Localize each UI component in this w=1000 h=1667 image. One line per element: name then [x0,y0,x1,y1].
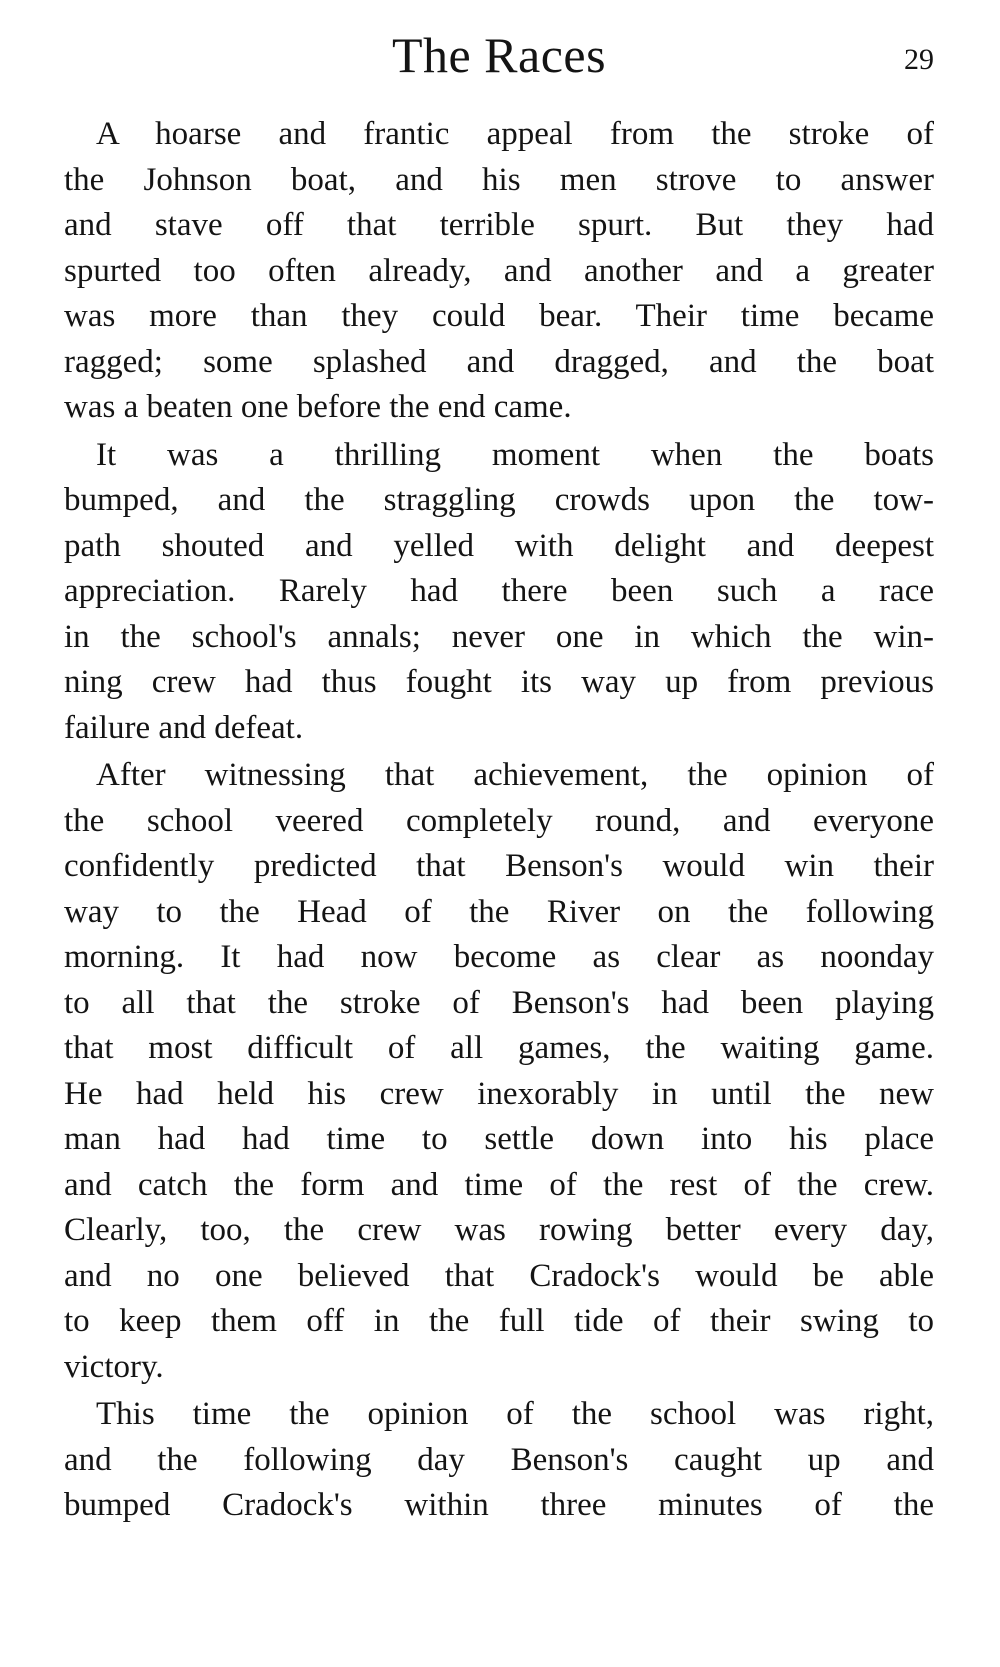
page-number: 29 [904,43,934,76]
text-line: to all that the stroke of Benson's had been playing [64,984,934,1021]
text-line: in the school's annals; never one in which the win- [64,618,934,655]
running-head [64,20,934,90]
text-line: and no one believed that Cradock's would be able [64,1257,934,1294]
text-line: bumped, and the straggling crowds upon the tow- [64,482,934,518]
text-line: spurted too often already, and another and a greater [64,252,934,289]
text-line: was a beaten one before the end came. [64,389,572,425]
paragraph [64,753,934,1390]
text-line: failure and defeat. [64,709,304,746]
text-line: bumped Cradock's within three minutes of the [64,1487,934,1523]
running-title: The Races [391,27,607,83]
text-line: confidently predicted that Benson's would win their [64,848,934,884]
text-line: A hoarse and frantic appeal from the stroke of [96,116,934,152]
text-line: ragged; some splashed and dragged, and the boat [64,343,934,380]
text-line: ning crew had thus fought its way up from previous [64,664,934,700]
text-line: and catch the form and time of the rest of the crew. [64,1166,934,1203]
paragraph [64,433,934,752]
text-line: was more than they could bear. Their time became [64,298,934,334]
text-line: appreciation. Rarely had there been such a race [64,573,934,609]
text-line: morning. It had now become as clear as noonday [64,939,934,975]
paragraph [64,112,934,431]
text-line: Clearly, too, the crew was rowing better every day, [64,1212,934,1248]
text-line: victory. [64,1348,164,1385]
paragraph [64,1392,934,1529]
text-line: path shouted and yelled with delight and deepest [64,527,934,564]
text-line: This time the opinion of the school was right, [96,1396,934,1432]
text-line: After witnessing that achievement, the opinion of [96,757,934,793]
text-line: the Johnson boat, and his men strove to answer [64,161,934,198]
text-line: It was a thrilling moment when the boats [96,436,934,473]
text-line: and the following day Benson's caught up and [64,1441,934,1478]
text-line: way to the Head of the River on the following [64,893,934,930]
text-line: and stave off that terrible spurt. But they had [64,207,934,243]
text-line: man had had time to settle down into his place [64,1121,934,1157]
body-text [64,112,934,1531]
text-line: that most difficult of all games, the waiting game. [64,1030,934,1066]
text-line: He had held his crew inexorably in until the new [64,1075,934,1112]
text-line: to keep them off in the full tide of their swing to [64,1303,934,1339]
text-line: the school veered completely round, and everyone [64,802,934,839]
